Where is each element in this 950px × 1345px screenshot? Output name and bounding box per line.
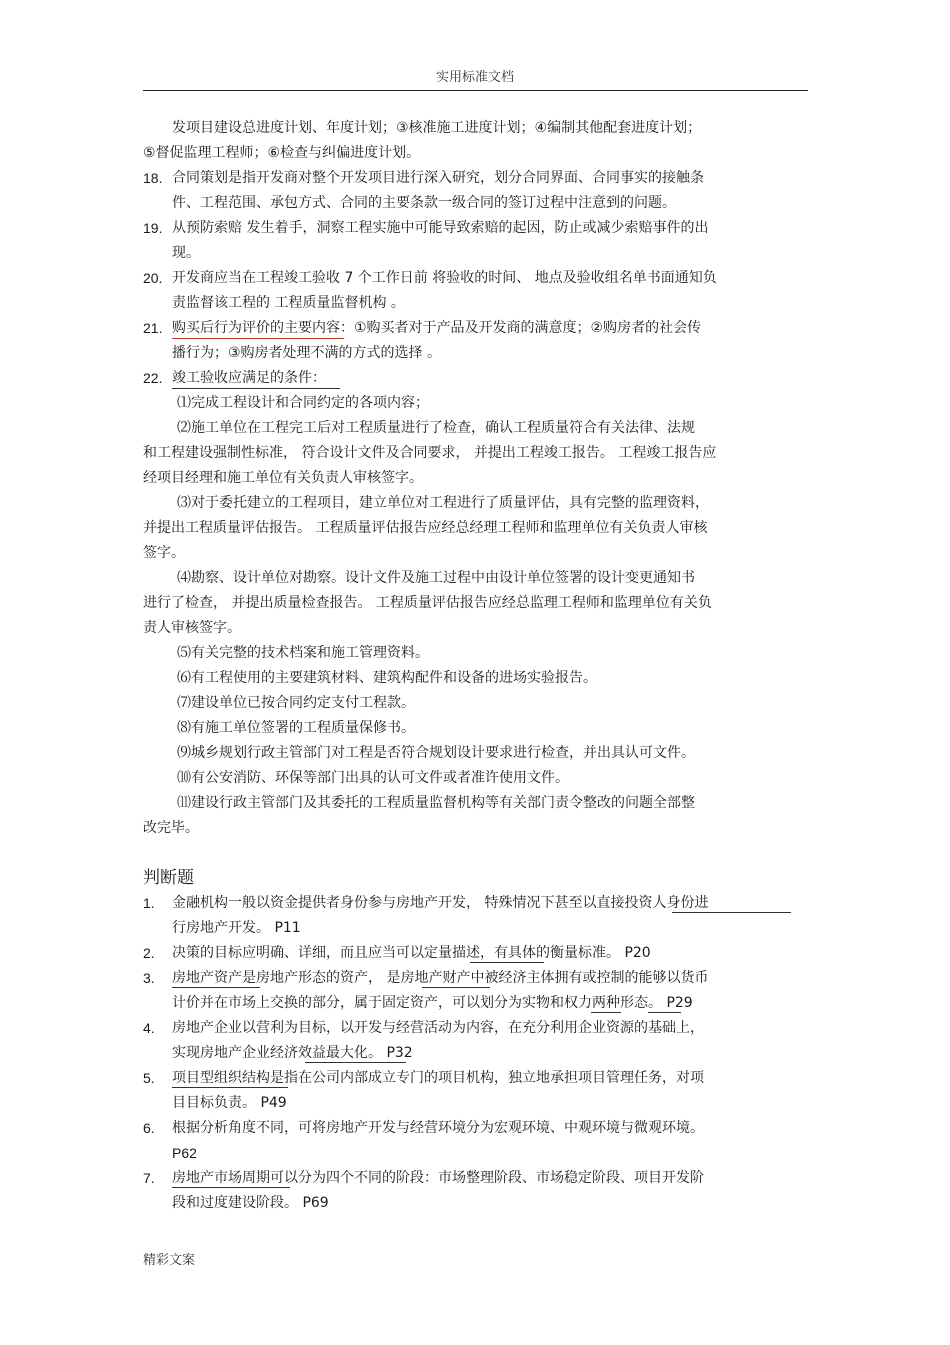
underline xyxy=(648,1012,681,1013)
item-line: 从预防索赔 发生着手，洞察工程实施中可能导致索赔的起因，防止或减少索赔事件的出 xyxy=(172,220,709,236)
condition-line: ⑷勘察、设计单位对勘察。设计文件及施工过程中由设计单位签署的设计变更通知书 xyxy=(177,570,695,586)
tf-line: 计价并在市场上交换的部分，属于固定资产，可以划分为实物和权力两种形态。 P29 xyxy=(172,995,693,1011)
condition-line: ⑵施工单位在工程完工后对工程质量进行了检查，确认工程质量符合有关法律、法规 xyxy=(177,420,695,436)
underline xyxy=(305,1062,406,1063)
section-title: 判断题 xyxy=(143,868,194,888)
underline xyxy=(172,1087,288,1088)
condition-line: 改完毕。 xyxy=(143,820,199,836)
condition-line: 和工程建设强制性标准， 符合设计文件及合同要求， 并提出工程竣工报告。 工程竣工报告应 xyxy=(143,445,717,461)
item-line: 件、工程范围、承包方式、合同的主要条款一级合同的签订过程中注意到的问题。 xyxy=(172,195,676,211)
item-number: 19. xyxy=(143,220,163,236)
item-line: 合同策划是指开发商对整个开发项目进行深入研究，划分合同界面、合同事实的接触条 xyxy=(172,170,704,186)
tf-line: 实现房地产企业经济效益最大化。 P32 xyxy=(172,1045,413,1061)
tf-number: 6. xyxy=(143,1120,155,1136)
condition-line: ⑴完成工程设计和合同约定的各项内容； xyxy=(177,395,429,411)
tf-number: 4. xyxy=(143,1020,155,1036)
underline xyxy=(672,912,791,913)
tf-line: 根据分析角度不同，可将房地产开发与经营环境分为宏观环境、中观环境与微观环境。 xyxy=(172,1120,704,1136)
tf-line: 行房地产开发。 P11 xyxy=(172,920,301,936)
tf-line: P62 xyxy=(172,1145,197,1161)
tf-line: 决策的目标应明确、详细，而且应当可以定量描述，有具体的衡量标准。 P20 xyxy=(172,945,651,961)
item-number: 20. xyxy=(143,270,163,286)
condition-line: ⑻有施工单位签署的工程质量保修书。 xyxy=(177,720,415,736)
underline xyxy=(172,987,260,988)
tf-line: 目目标负责。 P49 xyxy=(172,1095,287,1111)
tf-line: 金融机构一般以资金提供者身份参与房地产开发， 特殊情况下甚至以直接投资人身份进 xyxy=(172,895,709,911)
item-line: 购买后行为评价的主要内容：①购买者对于产品及开发商的满意度；②购房者的社会传 xyxy=(172,320,702,336)
condition-line: ⑼城乡规划行政主管部门对工程是否符合规划设计要求进行检查，并出具认可文件。 xyxy=(177,745,695,761)
tf-number: 7. xyxy=(143,1170,155,1186)
condition-line: 经项目经理和施工单位有关负责人审核签字。 xyxy=(143,470,423,486)
condition-line: ⑺建设单位已按合同约定支付工程款。 xyxy=(177,695,415,711)
underline xyxy=(172,388,340,389)
tf-line: 房地产资产是房地产形态的资产， 是房地产财产中被经济主体拥有或控制的能够以货币 xyxy=(172,970,709,986)
tf-line: 项目型组织结构是指在公司内部成立专门的项目机构，独立地承担项目管理任务，对项 xyxy=(172,1070,704,1086)
tf-line: 房地产企业以营利为目标，以开发与经营活动为内容，在充分利用企业资源的基础上， xyxy=(172,1020,704,1036)
intro-line-2: ⑤督促监理工程师；⑥检查与纠偏进度计划。 xyxy=(143,145,421,161)
condition-line: ⑹有工程使用的主要建筑材料、建筑构配件和设备的进场实验报告。 xyxy=(177,670,597,686)
page-footer: 精彩文案 xyxy=(143,1253,196,1268)
condition-line: ⑸有关完整的技术档案和施工管理资料。 xyxy=(177,645,429,661)
tf-number: 3. xyxy=(143,970,155,986)
item-line: 责监督该工程的 工程质量监督机构 。 xyxy=(172,295,405,311)
page-header: 实用标准文档 xyxy=(435,70,514,85)
condition-line: 进行了检查， 并提出质量检查报告。 工程质量评估报告应经总监理工程师和监理单位有关负 xyxy=(143,595,712,611)
condition-line: ⑶对于委托建立的工程项目，建立单位对工程进行了质量评估，具有完整的监理资料， xyxy=(177,495,709,511)
header-rule xyxy=(143,90,808,91)
item-line: 播行为；③购房者处理不满的方式的选择 。 xyxy=(172,345,441,361)
underline xyxy=(591,1012,621,1013)
underline xyxy=(470,962,544,963)
condition-line: ⑾建设行政主管部门及其委托的工程质量监督机构等有关部门责令整改的问题全部整 xyxy=(177,795,695,811)
tf-number: 1. xyxy=(143,895,155,911)
underline xyxy=(422,987,490,988)
item-number: 21. xyxy=(143,320,163,336)
item-line: 竣工验收应满足的条件： xyxy=(172,370,326,386)
condition-line: 并提出工程质量评估报告。 工程质量评估报告应经总经理工程师和监理单位有关负责人审核 xyxy=(143,520,708,536)
tf-line: 房地产市场周期可以分为四个不同的阶段：市场整理阶段、市场稳定阶段、项目开发阶 xyxy=(172,1170,704,1186)
intro-line-1: 发项目建设总进度计划、年度计划；③核准施工进度计划；④编制其他配套进度计划； xyxy=(172,120,702,136)
condition-line: 签字。 xyxy=(143,545,185,561)
tf-line: 段和过度建设阶段。 P69 xyxy=(172,1195,329,1211)
item-number: 22. xyxy=(143,370,163,386)
item-number: 18. xyxy=(143,170,163,186)
red-underline xyxy=(172,338,344,339)
condition-line: ⑽有公安消防、环保等部门出具的认可文件或者准许使用文件。 xyxy=(177,770,569,786)
tf-number: 2. xyxy=(143,945,155,961)
condition-line: 责人审核签字。 xyxy=(143,620,241,636)
underline xyxy=(172,1187,290,1188)
tf-number: 5. xyxy=(143,1070,155,1086)
item-line: 现。 xyxy=(172,245,200,261)
item-line: 开发商应当在工程竣工验收 7 个工作日前 将验收的时间、 地点及验收组名单书面通知负 xyxy=(172,270,717,286)
